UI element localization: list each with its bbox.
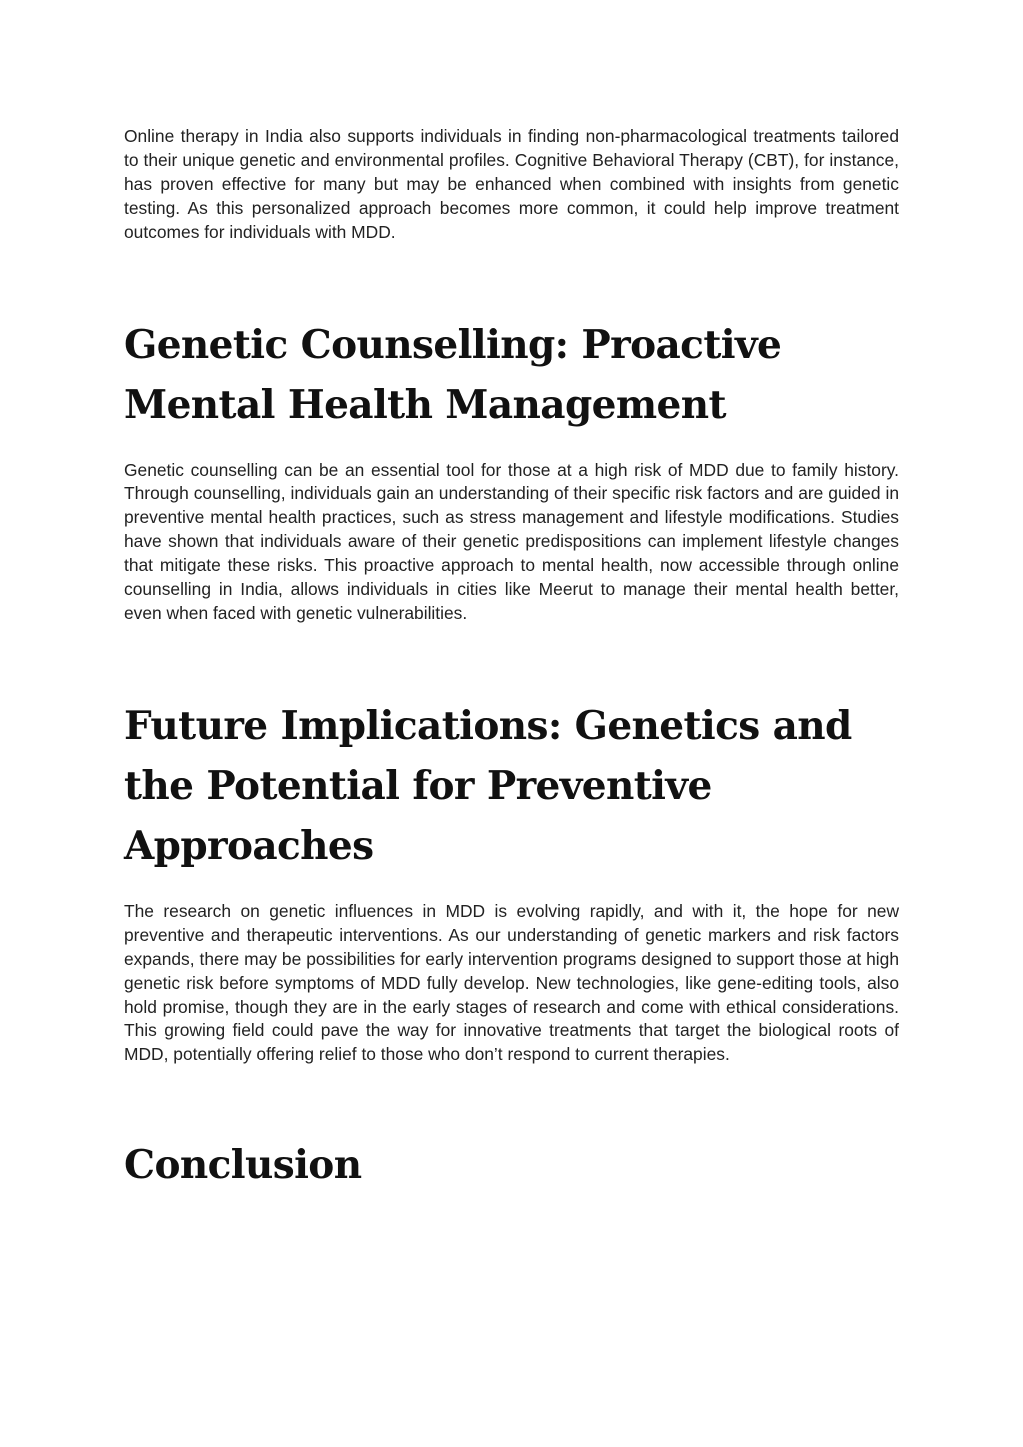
genetic-counselling-paragraph: Genetic counselling can be an essential tool for those at a high risk of MDD due to family history. Through counselling, individuals gain an understanding of their specific risk factors and are guided in preventive mental health practices, such as stress management and lifestyle modifications. Studies have shown that individuals aware of their genetic predispositions can implement lifestyle changes that mitigate these risks. This proactive approach to mental health, now accessible through online counselling in India, allows individuals in cities like Meerut to manage their mental health better, even when faced with genetic vulnerabilities. (124, 459, 899, 623)
intro-paragraph: Online therapy in India also supports individuals in finding non-pharmacological treatments tailored to their unique genetic and environmental profiles. Cognitive Behavioral Therapy (CBT), for instance, has proven effective for many but may be enhanced when combined with insights from genetic testing. As this personalized approach becomes more common, it could help improve treatment outcomes for individuals with MDD. (124, 126, 899, 242)
document-body (124, 125, 899, 1195)
section-heading-conclusion: Conclusion (124, 1142, 362, 1189)
section-heading-genetic-counselling: Genetic Counselling: Proactive Mental Health Management (124, 321, 782, 428)
future-implications-paragraph: The research on genetic influences in MDD is evolving rapidly, and with it, the hope for new preventive and therapeutic interventions. As our understanding of genetic markers and risk factors expands, there may be possibilities for early intervention programs designed to support those at high genetic risk before symptoms of MDD fully develop. New technologies, like gene-editing tools, also hold promise, though they are in the early stages of research and come with ethical considerations. This growing field could pave the way for innovative treatments that target the biological roots of MDD, potentially offering relief to those who don’t respond to current therapies. (124, 900, 899, 1065)
section-heading-future-implications: Future Implications: Genetics and the Potential for Preventive Approaches (124, 702, 852, 869)
